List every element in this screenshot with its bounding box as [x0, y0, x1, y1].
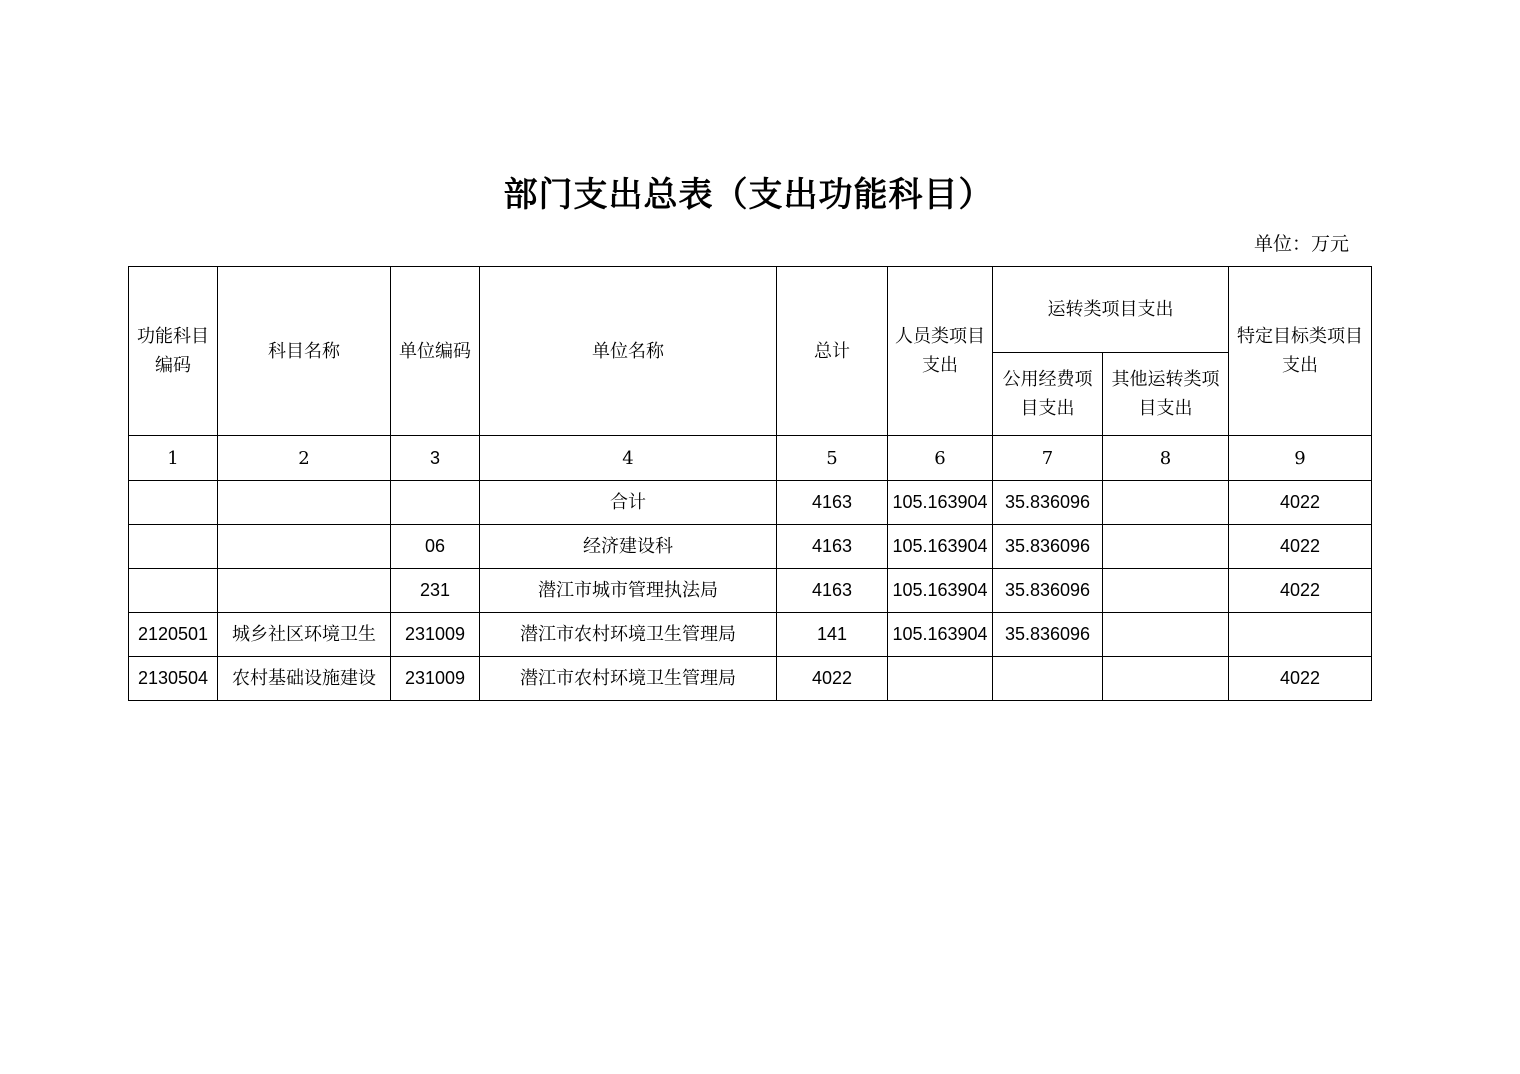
cell-personnel	[888, 657, 993, 701]
cell-public-fund: 35.836096	[993, 613, 1103, 657]
cell-unit-name: 合计	[480, 481, 777, 525]
cell-func-code	[129, 481, 218, 525]
cell-other-operation	[1103, 569, 1229, 613]
cell-public-fund: 35.836096	[993, 569, 1103, 613]
column-index-row	[129, 436, 1372, 481]
cell-unit-code: 231009	[391, 613, 480, 657]
column-index-cell: 7	[993, 436, 1103, 481]
header-unit-name: 单位名称	[480, 267, 777, 436]
cell-unit-code: 06	[391, 525, 480, 569]
cell-subject-name	[218, 525, 391, 569]
cell-total: 4022	[777, 657, 888, 701]
cell-personnel: 105.163904	[888, 569, 993, 613]
cell-subject-name: 城乡社区环境卫生	[218, 613, 391, 657]
cell-unit-code: 231009	[391, 657, 480, 701]
column-index-cell: 6	[888, 436, 993, 481]
unit-label: 单位：万元	[1253, 233, 1349, 255]
cell-special	[1229, 613, 1372, 657]
cell-func-code: 2130504	[129, 657, 218, 701]
cell-unit-name: 潜江市农村环境卫生管理局	[480, 657, 777, 701]
column-index-cell: 9	[1229, 436, 1372, 481]
table-row	[129, 525, 1372, 569]
cell-public-fund: 35.836096	[993, 525, 1103, 569]
cell-other-operation	[1103, 657, 1229, 701]
cell-personnel: 105.163904	[888, 525, 993, 569]
table-row	[129, 569, 1372, 613]
expense-table	[128, 266, 1372, 701]
cell-total: 4163	[777, 481, 888, 525]
column-index-cell: 1	[129, 436, 218, 481]
cell-total: 141	[777, 613, 888, 657]
column-index-cell: 5	[777, 436, 888, 481]
cell-public-fund	[993, 657, 1103, 701]
header-func-code: 功能科目编码	[129, 267, 218, 436]
cell-special: 4022	[1229, 481, 1372, 525]
cell-personnel: 105.163904	[888, 613, 993, 657]
cell-func-code: 2120501	[129, 613, 218, 657]
cell-subject-name	[218, 569, 391, 613]
header-other-operation: 其他运转类项目支出	[1103, 353, 1229, 436]
cell-special: 4022	[1229, 525, 1372, 569]
column-index-cell: 8	[1103, 436, 1229, 481]
cell-func-code	[129, 569, 218, 613]
cell-subject-name	[218, 481, 391, 525]
table-row	[129, 613, 1372, 657]
header-total: 总计	[777, 267, 888, 436]
cell-other-operation	[1103, 525, 1229, 569]
cell-subject-name: 农村基础设施建设	[218, 657, 391, 701]
cell-other-operation	[1103, 481, 1229, 525]
cell-unit-name: 潜江市农村环境卫生管理局	[480, 613, 777, 657]
header-special: 特定目标类项目支出	[1229, 267, 1372, 436]
table-row	[129, 481, 1372, 525]
column-index-cell: 3	[391, 436, 480, 481]
header-public-fund: 公用经费项目支出	[993, 353, 1103, 436]
cell-func-code	[129, 525, 218, 569]
header-personnel: 人员类项目支出	[888, 267, 993, 436]
cell-unit-code	[391, 481, 480, 525]
column-index-cell: 4	[480, 436, 777, 481]
cell-public-fund: 35.836096	[993, 481, 1103, 525]
table-row	[129, 657, 1372, 701]
header-unit-code: 单位编码	[391, 267, 480, 436]
cell-other-operation	[1103, 613, 1229, 657]
cell-unit-name: 经济建设科	[480, 525, 777, 569]
header-row	[129, 267, 1372, 353]
cell-unit-name: 潜江市城市管理执法局	[480, 569, 777, 613]
cell-total: 4163	[777, 569, 888, 613]
cell-unit-code: 231	[391, 569, 480, 613]
page-title: 部门支出总表（支出功能科目）	[503, 175, 994, 215]
header-operation: 运转类项目支出	[993, 267, 1229, 353]
cell-special: 4022	[1229, 569, 1372, 613]
column-index-cell: 2	[218, 436, 391, 481]
cell-personnel: 105.163904	[888, 481, 993, 525]
header-subject-name: 科目名称	[218, 267, 391, 436]
cell-special: 4022	[1229, 657, 1372, 701]
cell-total: 4163	[777, 525, 888, 569]
